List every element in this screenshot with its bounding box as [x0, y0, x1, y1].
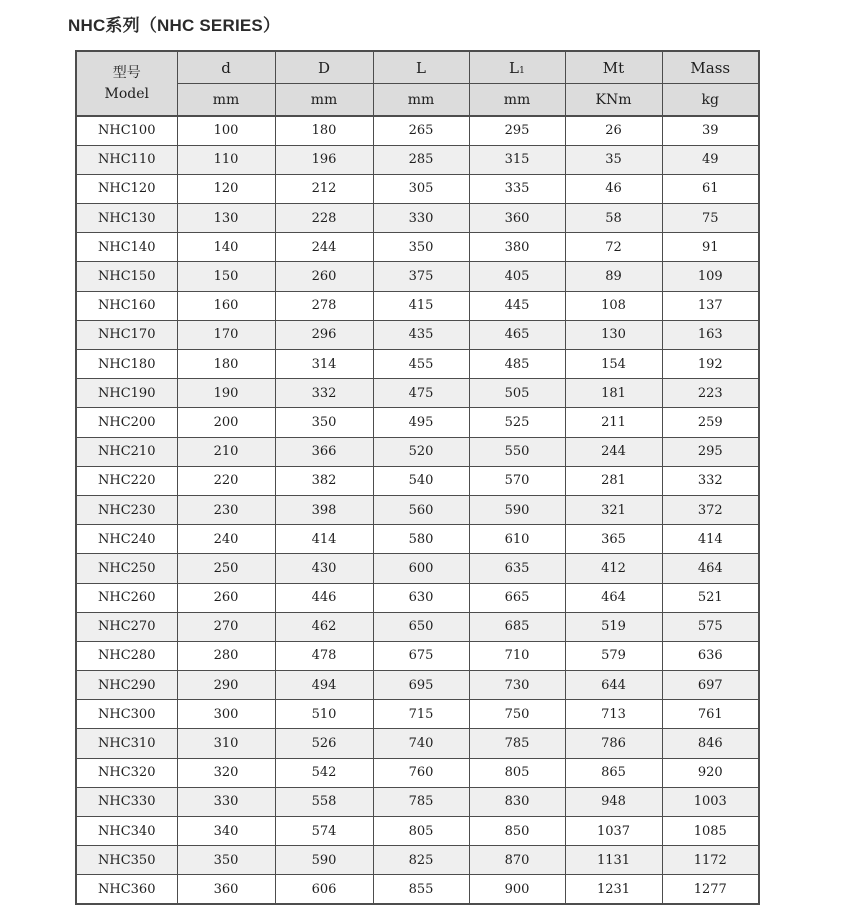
value-cell: 315	[469, 145, 565, 174]
unit-header-L1: mm	[469, 84, 565, 117]
table-row	[76, 583, 759, 612]
model-cell: NHC170	[76, 320, 177, 349]
value-cell: 180	[275, 116, 373, 145]
model-cell: NHC230	[76, 495, 177, 524]
value-cell: 710	[469, 641, 565, 670]
value-cell: 540	[373, 466, 469, 495]
value-cell: 314	[275, 350, 373, 379]
header-row-labels	[76, 51, 759, 84]
value-cell: 865	[565, 758, 662, 787]
value-cell: 525	[469, 408, 565, 437]
table-row	[76, 758, 759, 787]
value-cell: 455	[373, 350, 469, 379]
value-cell: 715	[373, 700, 469, 729]
value-cell: 685	[469, 612, 565, 641]
value-cell: 650	[373, 612, 469, 641]
value-cell: 494	[275, 671, 373, 700]
value-cell: 414	[275, 525, 373, 554]
model-cell: NHC360	[76, 875, 177, 904]
value-cell: 270	[177, 612, 275, 641]
table-row	[76, 466, 759, 495]
value-cell: 414	[662, 525, 759, 554]
table-row	[76, 174, 759, 203]
value-cell: 606	[275, 875, 373, 904]
value-cell: 150	[177, 262, 275, 291]
value-cell: 435	[373, 320, 469, 349]
value-cell: 89	[565, 262, 662, 291]
value-cell: 350	[177, 846, 275, 875]
model-header-en: Model	[104, 85, 149, 102]
table-row	[76, 671, 759, 700]
column-label: Mt	[602, 58, 625, 77]
value-cell: 296	[275, 320, 373, 349]
value-cell: 1003	[662, 787, 759, 816]
value-cell: 295	[469, 116, 565, 145]
value-cell: 636	[662, 641, 759, 670]
value-cell: 580	[373, 525, 469, 554]
table-row	[76, 116, 759, 145]
value-cell: 228	[275, 204, 373, 233]
value-cell: 285	[373, 145, 469, 174]
value-cell: 223	[662, 379, 759, 408]
value-cell: 785	[469, 729, 565, 758]
table-row	[76, 437, 759, 466]
value-cell: 510	[275, 700, 373, 729]
value-cell: 190	[177, 379, 275, 408]
value-cell: 462	[275, 612, 373, 641]
value-cell: 75	[662, 204, 759, 233]
unit-header-Mass: kg	[662, 84, 759, 117]
value-cell: 200	[177, 408, 275, 437]
value-cell: 920	[662, 758, 759, 787]
table-row	[76, 817, 759, 846]
value-cell: 465	[469, 320, 565, 349]
table-row	[76, 320, 759, 349]
value-cell: 786	[565, 729, 662, 758]
value-cell: 635	[469, 554, 565, 583]
model-cell: NHC190	[76, 379, 177, 408]
table-row	[76, 408, 759, 437]
model-cell: NHC250	[76, 554, 177, 583]
value-cell: 805	[373, 817, 469, 846]
table-row	[76, 291, 759, 320]
column-header-D	[275, 51, 373, 84]
value-cell: 210	[177, 437, 275, 466]
table-header	[76, 51, 759, 116]
value-cell: 485	[469, 350, 565, 379]
value-cell: 475	[373, 379, 469, 408]
value-cell: 320	[177, 758, 275, 787]
value-cell: 1037	[565, 817, 662, 846]
value-cell: 192	[662, 350, 759, 379]
value-cell: 825	[373, 846, 469, 875]
value-cell: 695	[373, 671, 469, 700]
model-column-header	[76, 51, 177, 116]
value-cell: 464	[662, 554, 759, 583]
model-cell: NHC160	[76, 291, 177, 320]
value-cell: 295	[662, 437, 759, 466]
value-cell: 1131	[565, 846, 662, 875]
column-label: L	[416, 58, 426, 77]
model-cell: NHC110	[76, 145, 177, 174]
unit-header-L: mm	[373, 84, 469, 117]
value-cell: 280	[177, 641, 275, 670]
value-cell: 805	[469, 758, 565, 787]
value-cell: 574	[275, 817, 373, 846]
header-row-units	[76, 84, 759, 117]
model-cell: NHC350	[76, 846, 177, 875]
table-row	[76, 787, 759, 816]
value-cell: 211	[565, 408, 662, 437]
value-cell: 250	[177, 554, 275, 583]
value-cell: 675	[373, 641, 469, 670]
model-cell: NHC310	[76, 729, 177, 758]
model-cell: NHC180	[76, 350, 177, 379]
model-cell: NHC120	[76, 174, 177, 203]
value-cell: 130	[177, 204, 275, 233]
table-row	[76, 145, 759, 174]
model-cell: NHC300	[76, 700, 177, 729]
value-cell: 35	[565, 145, 662, 174]
value-cell: 665	[469, 583, 565, 612]
value-cell: 196	[275, 145, 373, 174]
value-cell: 730	[469, 671, 565, 700]
value-cell: 520	[373, 437, 469, 466]
value-cell: 644	[565, 671, 662, 700]
value-cell: 415	[373, 291, 469, 320]
value-cell: 310	[177, 729, 275, 758]
value-cell: 740	[373, 729, 469, 758]
value-cell: 519	[565, 612, 662, 641]
value-cell: 713	[565, 700, 662, 729]
table-row	[76, 875, 759, 904]
value-cell: 372	[662, 495, 759, 524]
value-cell: 109	[662, 262, 759, 291]
value-cell: 163	[662, 320, 759, 349]
value-cell: 850	[469, 817, 565, 846]
value-cell: 505	[469, 379, 565, 408]
value-cell: 590	[469, 495, 565, 524]
value-cell: 900	[469, 875, 565, 904]
value-cell: 300	[177, 700, 275, 729]
value-cell: 281	[565, 466, 662, 495]
value-cell: 590	[275, 846, 373, 875]
value-cell: 61	[662, 174, 759, 203]
value-cell: 26	[565, 116, 662, 145]
model-cell: NHC320	[76, 758, 177, 787]
model-cell: NHC100	[76, 116, 177, 145]
table-row	[76, 612, 759, 641]
value-cell: 335	[469, 174, 565, 203]
value-cell: 58	[565, 204, 662, 233]
value-cell: 260	[275, 262, 373, 291]
value-cell: 160	[177, 291, 275, 320]
column-label: D	[317, 58, 331, 77]
model-cell: NHC270	[76, 612, 177, 641]
table-row	[76, 379, 759, 408]
table-row	[76, 729, 759, 758]
value-cell: 697	[662, 671, 759, 700]
value-cell: 244	[275, 233, 373, 262]
value-cell: 72	[565, 233, 662, 262]
value-cell: 46	[565, 174, 662, 203]
value-cell: 405	[469, 262, 565, 291]
value-cell: 181	[565, 379, 662, 408]
value-cell: 570	[469, 466, 565, 495]
value-cell: 120	[177, 174, 275, 203]
value-cell: 398	[275, 495, 373, 524]
value-cell: 412	[565, 554, 662, 583]
value-cell: 521	[662, 583, 759, 612]
value-cell: 290	[177, 671, 275, 700]
value-cell: 110	[177, 145, 275, 174]
value-cell: 495	[373, 408, 469, 437]
value-cell: 464	[565, 583, 662, 612]
value-cell: 137	[662, 291, 759, 320]
unit-header-d: mm	[177, 84, 275, 117]
value-cell: 785	[373, 787, 469, 816]
value-cell: 180	[177, 350, 275, 379]
column-header-Mass	[662, 51, 759, 84]
page-title: NHC系列（NHC SERIES）	[68, 16, 281, 35]
value-cell: 375	[373, 262, 469, 291]
table-row	[76, 846, 759, 875]
table-row	[76, 641, 759, 670]
nhc-series-table	[75, 50, 760, 905]
table-row	[76, 525, 759, 554]
value-cell: 330	[373, 204, 469, 233]
value-cell: 140	[177, 233, 275, 262]
value-cell: 446	[275, 583, 373, 612]
column-header-Mt	[565, 51, 662, 84]
value-cell: 330	[177, 787, 275, 816]
value-cell: 154	[565, 350, 662, 379]
table-row	[76, 204, 759, 233]
value-cell: 332	[275, 379, 373, 408]
value-cell: 230	[177, 495, 275, 524]
column-label: d	[221, 58, 231, 77]
value-cell: 212	[275, 174, 373, 203]
model-cell: NHC220	[76, 466, 177, 495]
value-cell: 560	[373, 495, 469, 524]
value-cell: 1172	[662, 846, 759, 875]
model-cell: NHC280	[76, 641, 177, 670]
value-cell: 550	[469, 437, 565, 466]
value-cell: 265	[373, 116, 469, 145]
value-cell: 558	[275, 787, 373, 816]
value-cell: 244	[565, 437, 662, 466]
value-cell: 278	[275, 291, 373, 320]
model-cell: NHC240	[76, 525, 177, 554]
column-label-sub: 1	[519, 64, 525, 76]
value-cell: 39	[662, 116, 759, 145]
value-cell: 870	[469, 846, 565, 875]
value-cell: 1277	[662, 875, 759, 904]
value-cell: 360	[177, 875, 275, 904]
value-cell: 630	[373, 583, 469, 612]
value-cell: 760	[373, 758, 469, 787]
value-cell: 855	[373, 875, 469, 904]
value-cell: 761	[662, 700, 759, 729]
value-cell: 366	[275, 437, 373, 466]
value-cell: 846	[662, 729, 759, 758]
value-cell: 750	[469, 700, 565, 729]
table-row	[76, 233, 759, 262]
value-cell: 380	[469, 233, 565, 262]
value-cell: 610	[469, 525, 565, 554]
value-cell: 948	[565, 787, 662, 816]
value-cell: 108	[565, 291, 662, 320]
value-cell: 350	[373, 233, 469, 262]
value-cell: 430	[275, 554, 373, 583]
model-header-zh: 型号	[112, 65, 141, 82]
value-cell: 478	[275, 641, 373, 670]
value-cell: 1231	[565, 875, 662, 904]
model-cell: NHC200	[76, 408, 177, 437]
value-cell: 600	[373, 554, 469, 583]
model-cell: NHC290	[76, 671, 177, 700]
value-cell: 579	[565, 641, 662, 670]
value-cell: 526	[275, 729, 373, 758]
model-cell: NHC130	[76, 204, 177, 233]
value-cell: 259	[662, 408, 759, 437]
column-label: Mass	[690, 58, 731, 77]
column-header-L1	[469, 51, 565, 84]
table-row	[76, 700, 759, 729]
value-cell: 830	[469, 787, 565, 816]
value-cell: 340	[177, 817, 275, 846]
model-cell: NHC140	[76, 233, 177, 262]
column-header-L	[373, 51, 469, 84]
value-cell: 350	[275, 408, 373, 437]
value-cell: 575	[662, 612, 759, 641]
value-cell: 240	[177, 525, 275, 554]
value-cell: 360	[469, 204, 565, 233]
value-cell: 130	[565, 320, 662, 349]
model-cell: NHC330	[76, 787, 177, 816]
value-cell: 321	[565, 495, 662, 524]
value-cell: 305	[373, 174, 469, 203]
table-row	[76, 262, 759, 291]
value-cell: 260	[177, 583, 275, 612]
value-cell: 365	[565, 525, 662, 554]
value-cell: 332	[662, 466, 759, 495]
model-cell: NHC210	[76, 437, 177, 466]
value-cell: 542	[275, 758, 373, 787]
unit-header-D: mm	[275, 84, 373, 117]
column-label: L	[509, 58, 520, 77]
value-cell: 91	[662, 233, 759, 262]
value-cell: 170	[177, 320, 275, 349]
table-row	[76, 350, 759, 379]
value-cell: 220	[177, 466, 275, 495]
table-row	[76, 495, 759, 524]
model-cell: NHC340	[76, 817, 177, 846]
value-cell: 100	[177, 116, 275, 145]
value-cell: 382	[275, 466, 373, 495]
value-cell: 49	[662, 145, 759, 174]
value-cell: 1085	[662, 817, 759, 846]
value-cell: 445	[469, 291, 565, 320]
table-body	[76, 116, 759, 904]
table-row	[76, 554, 759, 583]
unit-header-Mt: KNm	[565, 84, 662, 117]
model-cell: NHC260	[76, 583, 177, 612]
column-header-d	[177, 51, 275, 84]
model-cell: NHC150	[76, 262, 177, 291]
